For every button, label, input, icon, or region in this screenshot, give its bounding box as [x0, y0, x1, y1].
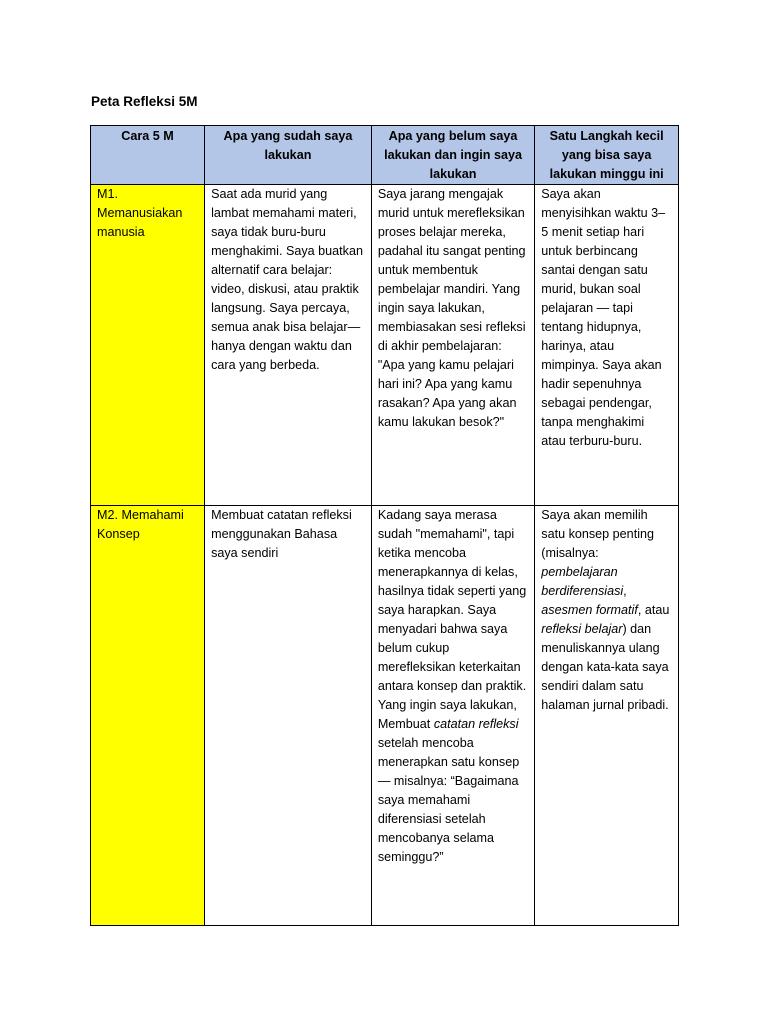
table-header-row	[91, 126, 679, 185]
cell-belum-m1: Saya jarang mengajak murid untuk merefleksikan proses belajar mereka, padahal itu sangat penting untuk membentuk pembelajar mandiri. Yang ingin saya lakukan, membiasakan sesi refleksi di akhir pembelajaran: "Apa yang kamu pelajari hari ini? Apa yang kamu rasakan? Apa yang akan kamu lakukan besok?"	[371, 185, 534, 506]
langkah-m2-text-e: , atau	[637, 603, 670, 617]
langkah-m2-emphasis-3: refleksi belajar	[541, 622, 623, 636]
langkah-m2-text-c: ,	[623, 584, 627, 598]
langkah-m2-emphasis-1: pembelajaran berdiferensiasi	[541, 565, 624, 598]
header-cara: Cara 5 M	[91, 126, 205, 185]
header-sudah: Apa yang sudah saya lakukan	[205, 126, 372, 185]
header-belum: Apa yang belum saya lakukan dan ingin saya lakukan	[371, 126, 534, 185]
cell-sudah-m2: Membuat catatan refleksi menggunakan Bahasa saya sendiri	[205, 506, 372, 926]
table-row	[91, 185, 679, 506]
cell-cara-m2: M2. Memahami Konsep	[91, 506, 205, 926]
langkah-m2-emphasis-2: asesmen formatif	[541, 603, 638, 617]
langkah-m2-text-g: ) dan menuliskannya ulang dengan kata-kata saya sendiri dalam satu halaman jurnal pribadi.	[541, 622, 669, 712]
belum-m2-text-c: setelah mencoba menerapkan satu konsep — misalnya: “Bagaimana saya memahami diferensiasi setelah mencobanya selama seminggu?”	[377, 736, 520, 864]
belum-m2-text-a: Kadang saya merasa sudah "memahami", tapi ketika mencoba menerapkannya di kelas, hasilnya tidak seperti yang saya harapkan. Saya menyadari bahwa saya belum cukup merefleksikan keterkaitan antara konsep dan praktik. Yang ingin saya lakukan, Membuat	[377, 508, 527, 731]
cell-belum-m2	[371, 506, 534, 926]
table-row	[91, 506, 679, 926]
cell-langkah-m1: Saya akan menyisihkan waktu 3–5 menit setiap hari untuk berbincang santai dengan satu murid, bukan soal pelajaran — tapi tentang hidupnya, harinya, atau mimpinya. Saya akan hadir sepenuhnya sebagai pendengar, tanpa menghakimi atau terburu-buru.	[535, 185, 679, 506]
header-langkah: Satu Langkah kecil yang bisa saya lakukan minggu ini	[535, 126, 679, 185]
reflection-table	[90, 125, 679, 926]
belum-m2-emphasis: catatan refleksi	[433, 717, 519, 731]
cell-cara-m1: M1. Memanusiakan manusia	[91, 185, 205, 506]
langkah-m2-text-a: Saya akan memilih satu konsep penting (misalnya:	[541, 508, 654, 560]
cell-sudah-m1: Saat ada murid yang lambat memahami materi, saya tidak buru-buru menghakimi. Saya buatkan alternatif cara belajar: video, diskusi, atau praktik langsung. Saya percaya, semua anak bisa belajar—hanya dengan waktu dan cara yang berbeda.	[205, 185, 372, 506]
cell-langkah-m2	[535, 506, 679, 926]
page-title: Peta Refleksi 5M	[91, 94, 198, 109]
